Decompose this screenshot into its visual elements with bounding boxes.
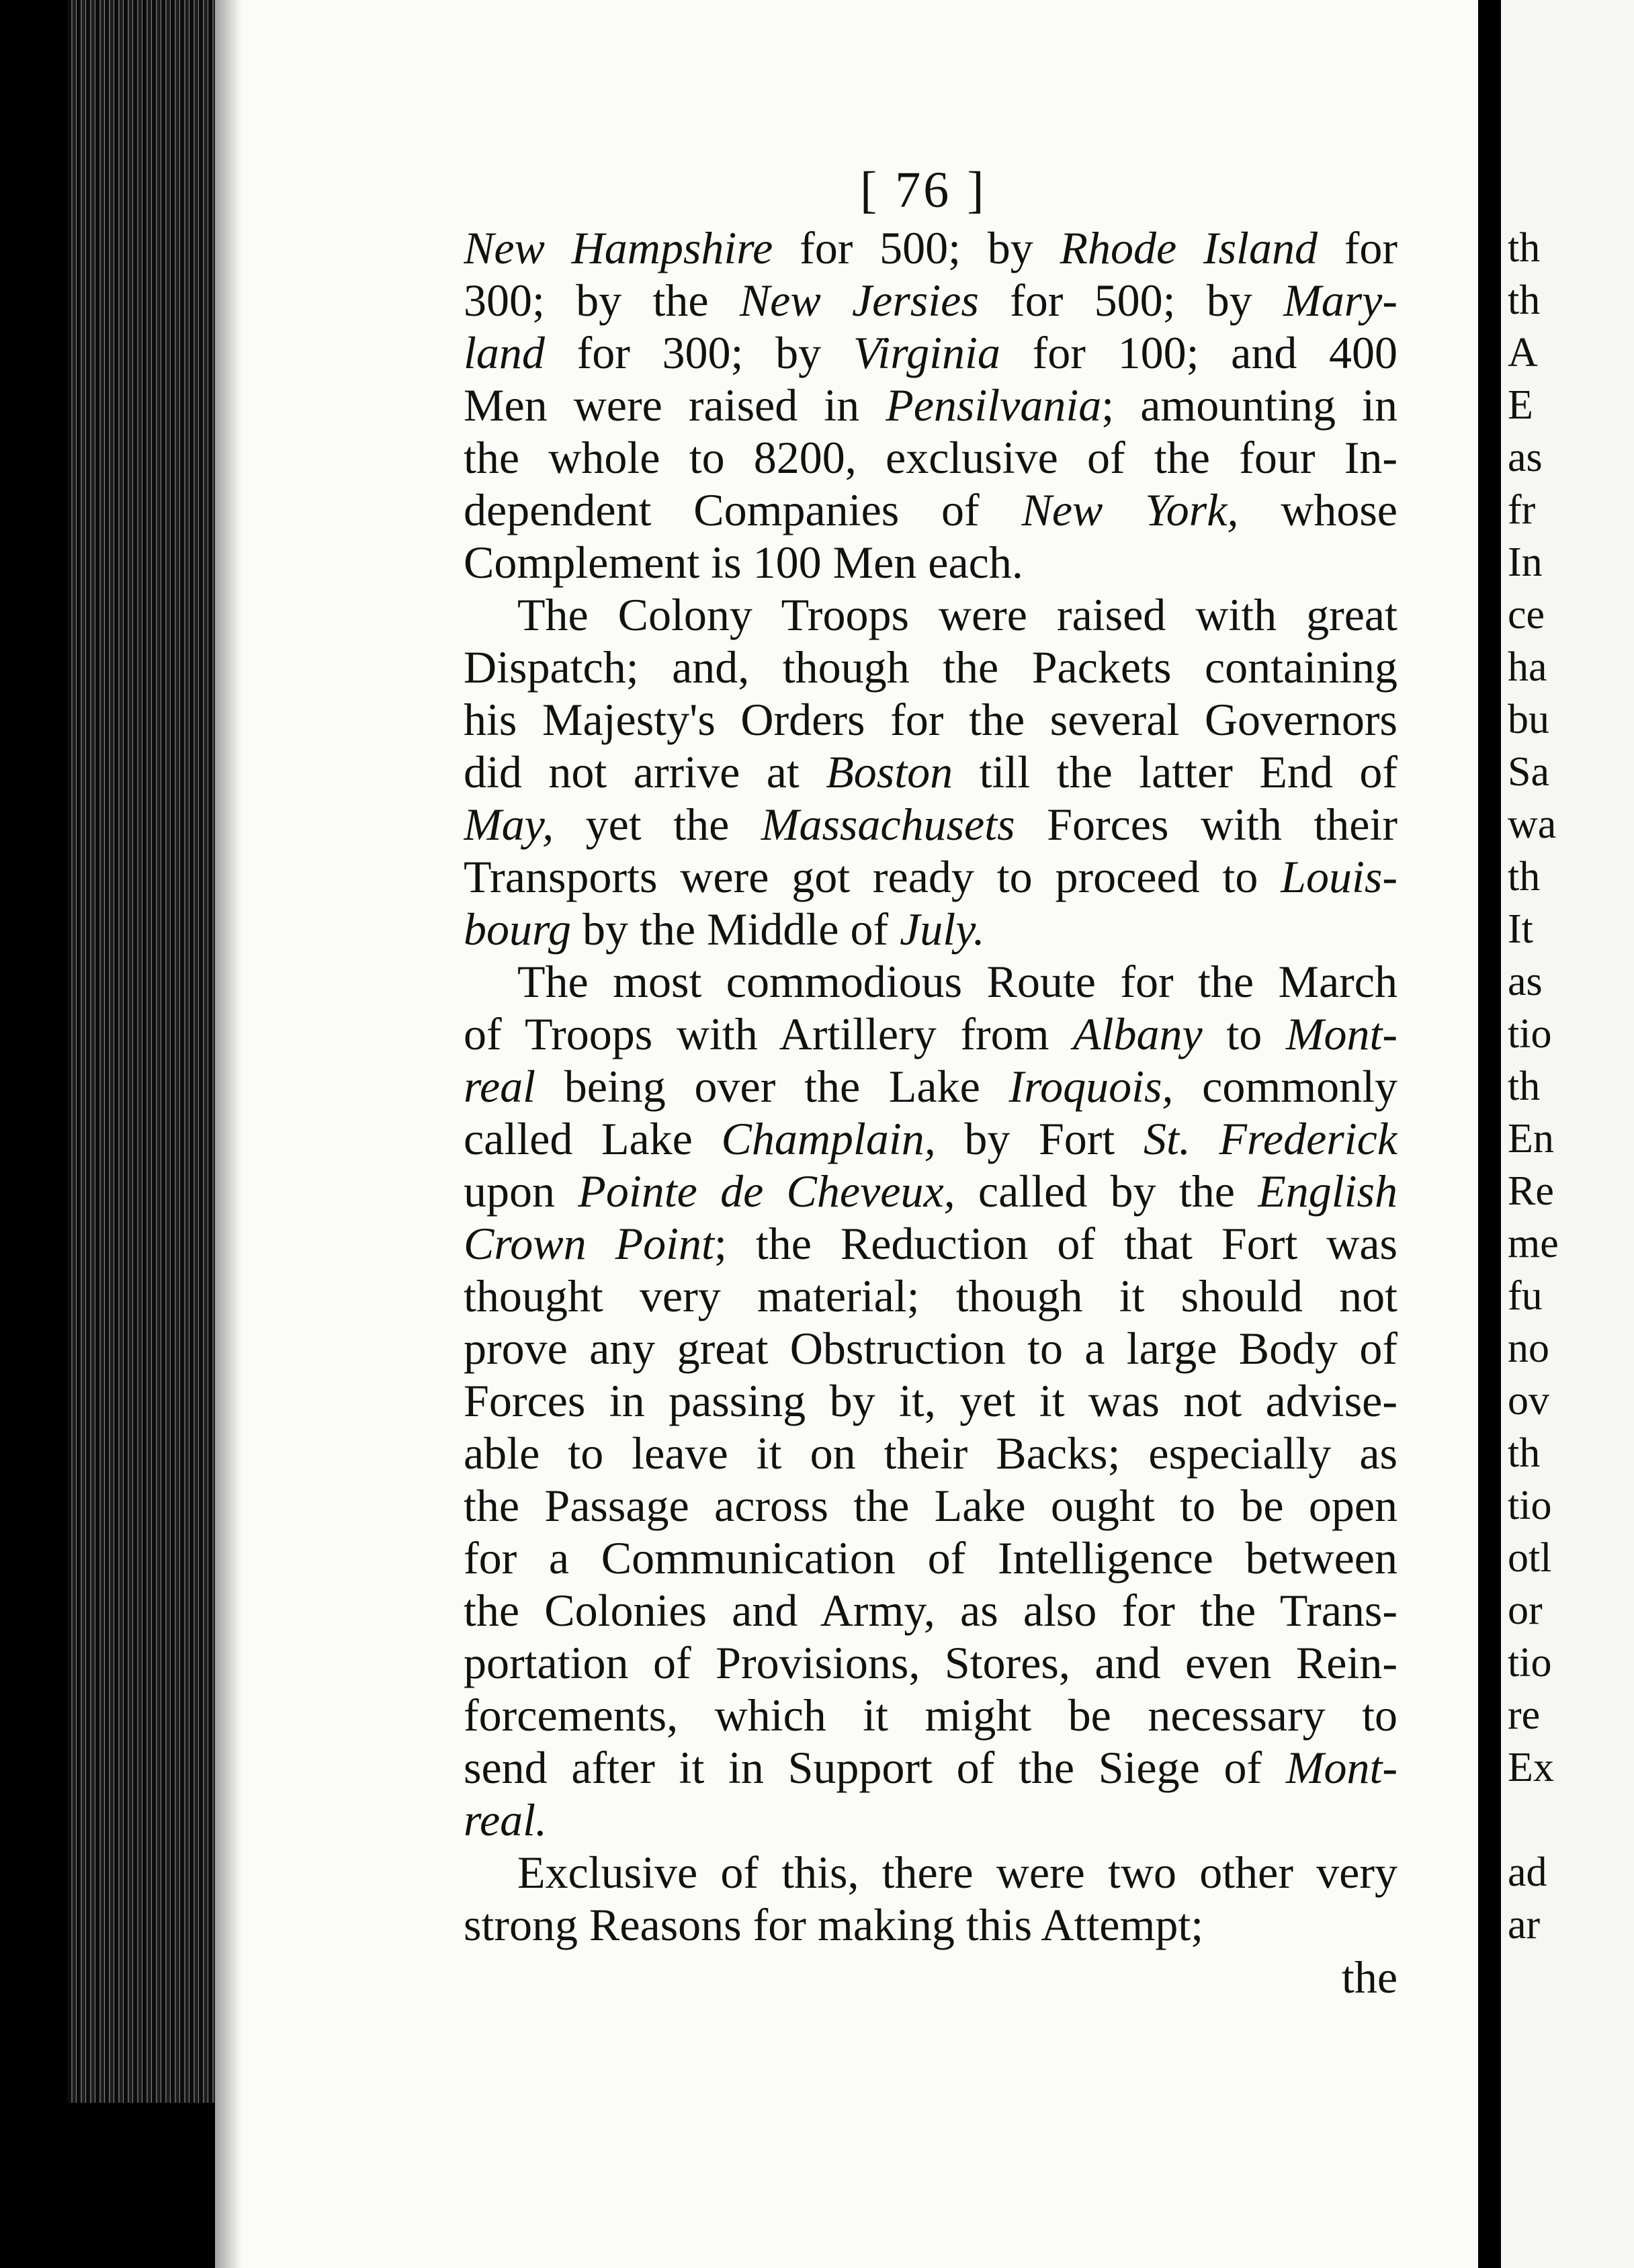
facing-page-fragment: me (1508, 1221, 1559, 1266)
roman-text: Men were raised in (464, 380, 886, 431)
roman-text: able to leave it on their Backs; especially as (464, 1428, 1398, 1479)
roman-text: by the Middle of (570, 904, 900, 955)
text-line (464, 1113, 1398, 1165)
text-line (464, 1899, 1398, 1951)
book-page-edges (67, 0, 222, 2103)
roman-text: for 100; and 400 (1000, 327, 1398, 378)
roman-text: till the latter End of (953, 746, 1398, 797)
roman-text: the Passage across the Lake ought to be open (464, 1480, 1398, 1531)
text-line (464, 955, 1398, 1008)
facing-page-fragment: En (1508, 1116, 1554, 1162)
facing-page-fragment: Sa (1508, 749, 1549, 795)
italic-text: Massachusets (761, 799, 1015, 850)
facing-page-fragment: fr (1508, 487, 1536, 533)
facing-page-fragment: It (1508, 906, 1533, 952)
roman-text: 300; by the (464, 275, 740, 326)
roman-text: portation of Provisions, Stores, and even Rein- (464, 1637, 1398, 1688)
text-line (464, 850, 1398, 903)
italic-text: Pensilvania (886, 380, 1102, 431)
text-line (464, 274, 1398, 326)
facing-page-fragment: tio (1508, 1011, 1552, 1057)
italic-text: English (1258, 1166, 1398, 1217)
facing-page-fragment: ov (1508, 1378, 1549, 1424)
facing-page-fragment: or (1508, 1587, 1543, 1633)
facing-page-fragment: re (1508, 1692, 1541, 1738)
facing-page-fragment: ce (1508, 592, 1545, 638)
text-line (464, 1270, 1398, 1322)
facing-page-fragment: fu (1508, 1273, 1543, 1319)
italic-text: real. (464, 1794, 548, 1845)
text-line (464, 588, 1398, 641)
text-line (464, 1637, 1398, 1689)
facing-page-fragment: as (1508, 435, 1543, 480)
italic-text: New Jersies (739, 275, 979, 326)
text-line (464, 1741, 1398, 1794)
roman-text: Complement is 100 Men each. (464, 537, 1023, 588)
text-line (464, 1479, 1398, 1532)
italic-text: Mont- (1285, 1742, 1398, 1793)
italic-text: Mary- (1283, 275, 1398, 326)
facing-page-fragment: th (1508, 1063, 1541, 1109)
text-line (464, 903, 1398, 955)
facing-page-fragment: tio (1508, 1640, 1552, 1686)
roman-text: Transports were got ready to proceed to (464, 851, 1281, 902)
italic-text: Albany (1073, 1008, 1203, 1059)
facing-page-fragment: In (1508, 539, 1543, 585)
page-binding-shadow (215, 0, 242, 2268)
facing-page-fragment: otl (1508, 1535, 1552, 1581)
roman-text: Exclusive of this, there were two other very (517, 1847, 1398, 1898)
page-number: [ 76 ] (860, 162, 987, 218)
text-line (464, 693, 1398, 746)
text-line (464, 1375, 1398, 1427)
facing-page-fragment: ad (1508, 1849, 1547, 1895)
roman-text: thought very material; though it should not (464, 1270, 1398, 1321)
text-line (464, 1217, 1398, 1270)
text-line (464, 326, 1398, 379)
roman-text: for (1317, 222, 1398, 273)
text-line (464, 746, 1398, 798)
roman-text: The most commodious Route for the March (517, 956, 1398, 1007)
roman-text: for 300; by (544, 327, 853, 378)
text-line (464, 1165, 1398, 1217)
roman-text: by Fort (935, 1113, 1144, 1164)
roman-text: did not arrive at (464, 746, 826, 797)
facing-page-fragment: E (1508, 382, 1533, 428)
facing-page-fragment: Re (1508, 1168, 1554, 1214)
italic-text: bourg (464, 904, 571, 955)
roman-text: The Colony Troops were raised with great (517, 589, 1398, 640)
text-line (464, 1584, 1398, 1637)
text-line (464, 379, 1398, 431)
italic-text: Mont- (1285, 1008, 1398, 1059)
roman-text: yet the (554, 799, 761, 850)
text-line (464, 1846, 1398, 1899)
roman-text: the whole to 8200, exclusive of the four In- (464, 432, 1398, 483)
roman-text: to (1202, 1008, 1286, 1059)
italic-text: Louis- (1281, 851, 1398, 902)
italic-text: real (464, 1061, 536, 1112)
roman-text: ; amounting in (1101, 380, 1398, 431)
roman-text: send after it in Support of the Siege of (464, 1742, 1286, 1793)
roman-text: called Lake (464, 1113, 722, 1164)
catchword: the (1341, 1952, 1398, 2003)
body-text (464, 222, 1398, 2003)
text-line (464, 1794, 1398, 1846)
facing-page-fragment: ar (1508, 1902, 1541, 1948)
roman-text: forcements, which it might be necessary to (464, 1690, 1398, 1741)
italic-text: Iroquois, (1008, 1061, 1174, 1112)
roman-text: of Troops with Artillery from (464, 1008, 1074, 1059)
facing-page-fragment: Ex (1508, 1745, 1554, 1790)
text-line (464, 641, 1398, 693)
roman-text: for 500; by (978, 275, 1284, 326)
facing-page-fragment: th (1508, 277, 1541, 323)
roman-text: being over the Lake (535, 1061, 1009, 1112)
facing-page-edge (1501, 0, 1634, 2268)
italic-text: Rhode Island (1060, 222, 1318, 273)
roman-text: for a Communication of Intelligence between (464, 1532, 1398, 1583)
italic-text: New Hampshire (464, 222, 773, 273)
facing-page-fragment: as (1508, 959, 1543, 1004)
roman-text: Forces in passing by it, yet it was not advise- (464, 1375, 1398, 1426)
facing-page-fragment: th (1508, 1430, 1541, 1476)
italic-text: Crown Point (464, 1218, 714, 1269)
text-line (464, 1060, 1398, 1113)
text-line (464, 798, 1398, 850)
facing-page-fragment: tio (1508, 1483, 1552, 1528)
italic-text: Pointe de Cheveux, (578, 1166, 955, 1217)
facing-page-fragment: th (1508, 854, 1541, 900)
roman-text: commonly (1173, 1061, 1398, 1112)
roman-text: the Colonies and Army, as also for the Trans- (464, 1585, 1398, 1636)
roman-text: whose (1238, 484, 1398, 535)
text-line (464, 431, 1398, 484)
italic-text: New York, (1021, 484, 1239, 535)
roman-text: ; the Reduction of that Fort was (714, 1218, 1398, 1269)
facing-page-fragment: bu (1508, 697, 1549, 742)
facing-page-fragment: th (1508, 225, 1541, 271)
text-line (464, 1689, 1398, 1741)
text-line (464, 222, 1398, 274)
text-line (464, 1322, 1398, 1375)
facing-page-fragment: wa (1508, 801, 1557, 847)
italic-text: May, (464, 799, 554, 850)
roman-text: his Majesty's Orders for the several Governors (464, 694, 1398, 745)
italic-text: St. Frederick (1143, 1113, 1398, 1164)
italic-text: July. (900, 904, 985, 955)
italic-text: Virginia (853, 327, 1000, 378)
text-line (464, 1532, 1398, 1584)
paragraph (464, 222, 1398, 588)
facing-page-fragment: no (1508, 1325, 1549, 1371)
paragraph (464, 1846, 1398, 1951)
text-line (464, 1008, 1398, 1060)
text-line (464, 484, 1398, 536)
text-line (464, 1427, 1398, 1479)
roman-text: dependent Companies of (464, 484, 1022, 535)
roman-text: upon (464, 1166, 578, 1217)
facing-page-fragment: A (1508, 330, 1538, 376)
roman-text: prove any great Obstruction to a large Body of (464, 1323, 1398, 1374)
roman-text: for 500; by (773, 222, 1060, 273)
italic-text: land (464, 327, 545, 378)
roman-text: Dispatch; and, though the Packets containing (464, 642, 1398, 693)
italic-text: Boston (826, 746, 953, 797)
roman-text: Forces with their (1015, 799, 1398, 850)
italic-text: Champlain, (721, 1113, 936, 1164)
paragraph (464, 588, 1398, 955)
roman-text: called by the (955, 1166, 1258, 1217)
book-gutter (1478, 0, 1501, 2268)
facing-page-fragment: ha (1508, 644, 1547, 690)
paragraph (464, 955, 1398, 1846)
text-line (464, 536, 1398, 588)
roman-text: strong Reasons for making this Attempt; (464, 1899, 1204, 1950)
